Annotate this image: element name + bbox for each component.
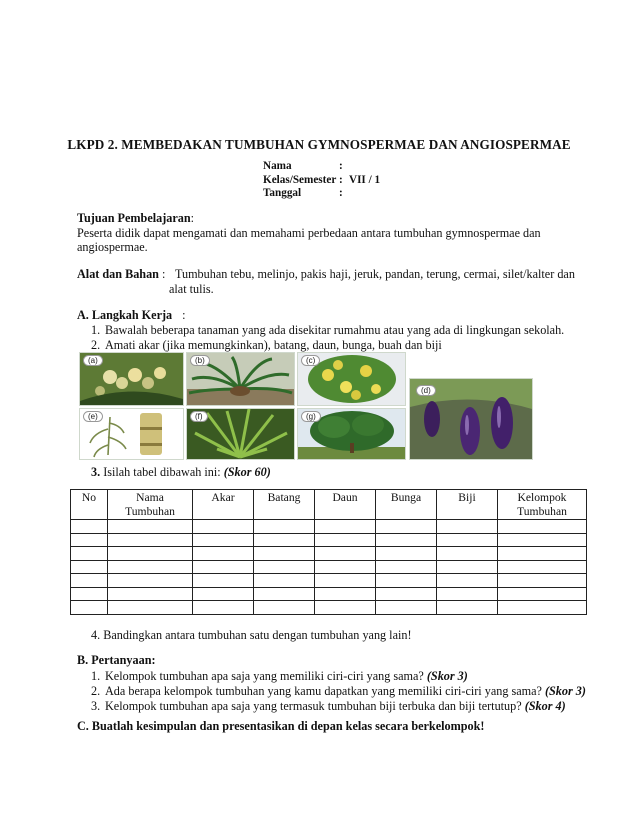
pandan-photo: [186, 408, 295, 460]
table-cell[interactable]: [315, 547, 376, 561]
identity-block: [263, 160, 380, 201]
table-header-daun: Daun: [315, 490, 376, 520]
table-cell[interactable]: [376, 547, 437, 561]
table-header-batang: Batang: [254, 490, 315, 520]
table-cell[interactable]: [376, 574, 437, 588]
list-item: 1. Kelompok tumbuhan apa saja yang memiliki ciri-ciri yang sama? (Skor 3): [91, 668, 468, 683]
tujuan-text-line1: Peserta didik dapat mengamati dan memahami perbedaan antara tumbuhan gymnospermae dan: [77, 225, 541, 240]
table-row: [71, 587, 587, 601]
table-cell[interactable]: [193, 547, 254, 561]
page-title: LKPD 2. MEMBEDAKAN TUMBUHAN GYMNOSPERMAE DAN ANGIOSPERMAE: [67, 137, 571, 152]
identity-label: Nama: [263, 160, 292, 172]
identity-row-nama: [263, 160, 380, 174]
table-cell[interactable]: [498, 601, 587, 615]
langkah-steps: [91, 323, 564, 353]
langkah-colon: :: [182, 308, 186, 322]
table-cell[interactable]: [71, 601, 108, 615]
table-cell[interactable]: [193, 587, 254, 601]
table-cell[interactable]: [376, 601, 437, 615]
table-cell[interactable]: [437, 533, 498, 547]
photo-label-f: (f): [190, 411, 208, 422]
table-cell[interactable]: [71, 560, 108, 574]
table-header-no: No: [71, 490, 108, 520]
tujuan-section: [77, 211, 541, 255]
table-cell[interactable]: [437, 520, 498, 534]
table-header-row: [71, 490, 587, 520]
photo-label-e: (e): [83, 411, 103, 422]
table-cell[interactable]: [498, 560, 587, 574]
table-cell[interactable]: [498, 547, 587, 561]
table-cell[interactable]: [498, 587, 587, 601]
photo-label-c: (c): [301, 355, 320, 366]
identity-row-kelas: [263, 174, 380, 188]
cermai-photo: [297, 408, 406, 460]
table-cell[interactable]: [254, 560, 315, 574]
photo-label-d: (d): [416, 385, 436, 396]
tebu-photo: [79, 408, 184, 460]
table-row: [71, 574, 587, 588]
table-cell[interactable]: [193, 574, 254, 588]
table-cell[interactable]: [437, 601, 498, 615]
table-cell[interactable]: [437, 560, 498, 574]
alat-section: [77, 267, 575, 297]
table-cell[interactable]: [498, 520, 587, 534]
table-cell[interactable]: [193, 601, 254, 615]
identity-colon: :: [339, 173, 343, 186]
table-cell[interactable]: [315, 533, 376, 547]
table-cell[interactable]: [71, 547, 108, 561]
table-cell[interactable]: [437, 547, 498, 561]
table-cell[interactable]: [254, 533, 315, 547]
identity-label: Tanggal: [263, 187, 302, 199]
table-row: [71, 520, 587, 534]
table-cell[interactable]: [376, 560, 437, 574]
table-cell[interactable]: [498, 574, 587, 588]
table-cell[interactable]: [254, 601, 315, 615]
table-cell[interactable]: [71, 520, 108, 534]
table-cell[interactable]: [376, 533, 437, 547]
table-cell[interactable]: [193, 533, 254, 547]
table-cell[interactable]: [254, 520, 315, 534]
table-header-bunga: Bunga: [376, 490, 437, 520]
table-header-nama: Nama Tumbuhan: [108, 490, 193, 520]
table-row: [71, 547, 587, 561]
jeruk-photo: [297, 352, 406, 406]
table-cell[interactable]: [108, 601, 193, 615]
table-cell[interactable]: [315, 560, 376, 574]
table-cell[interactable]: [71, 533, 108, 547]
alat-colon: :: [161, 267, 166, 281]
list-item: 1. Bawalah beberapa tanaman yang ada disekitar rumahmu atau yang ada di lingkungan sekolah.: [91, 323, 565, 337]
list-item: 3. Kelompok tumbuhan apa saja yang termasuk tumbuhan biji terbuka dan biji tertutup? (Skor 4): [91, 698, 566, 713]
table-cell[interactable]: [108, 560, 193, 574]
kesimpulan-line: C. Buatlah kesimpulan dan presentasikan di depan kelas secara berkelompok!: [77, 719, 485, 733]
table-cell[interactable]: [254, 547, 315, 561]
table-cell[interactable]: [108, 547, 193, 561]
step4-line: 4. Bandingkan antara tumbuhan satu dengan tumbuhan yang lain!: [91, 628, 412, 642]
alat-text-line1: Tumbuhan tebu, melinjo, pakis haji, jeruk, pandan, terung, cermai, silet/kalter dan: [174, 267, 575, 281]
pakis-haji-photo: [186, 352, 295, 406]
table-cell[interactable]: [108, 520, 193, 534]
photo-label-a: (a): [83, 355, 103, 366]
melinjo-photo: [79, 352, 184, 406]
step3-num: 3.: [91, 465, 101, 479]
table-cell[interactable]: [437, 574, 498, 588]
table-cell[interactable]: [193, 560, 254, 574]
identity-value: VII / 1: [349, 173, 381, 186]
table-cell[interactable]: [315, 587, 376, 601]
tujuan-colon: :: [190, 211, 195, 225]
table-cell[interactable]: [315, 520, 376, 534]
table-cell[interactable]: [498, 533, 587, 547]
table-cell[interactable]: [71, 587, 108, 601]
table-cell[interactable]: [437, 587, 498, 601]
pertanyaan-heading: B. Pertanyaan:: [77, 653, 156, 667]
table-row: [71, 533, 587, 547]
table-cell[interactable]: [376, 587, 437, 601]
terung-photo: [409, 378, 533, 460]
table-cell[interactable]: [315, 574, 376, 588]
identity-colon: :: [339, 160, 343, 172]
tujuan-heading: Tujuan Pembelajaran: [77, 211, 191, 225]
table-cell[interactable]: [254, 574, 315, 588]
observation-table: [70, 489, 587, 615]
alat-heading: Alat dan Bahan: [77, 267, 159, 281]
table-cell[interactable]: [108, 574, 193, 588]
langkah-heading: A. Langkah Kerja: [77, 308, 173, 322]
step3-line: [91, 465, 271, 480]
alat-text-line2: alat tulis.: [169, 282, 214, 296]
table-row: [71, 601, 587, 615]
step3-text: Isilah tabel dibawah ini:: [103, 465, 221, 479]
table-body: [71, 520, 587, 615]
table-header-akar: Akar: [193, 490, 254, 520]
identity-row-tanggal: [263, 187, 380, 201]
table-cell[interactable]: [108, 587, 193, 601]
pertanyaan-list: [91, 669, 586, 714]
table-header-biji: Biji: [437, 490, 498, 520]
tujuan-text-line2: angiospermae.: [77, 240, 148, 254]
table-cell[interactable]: [315, 601, 376, 615]
photo-label-g: (g): [301, 411, 321, 422]
list-item: 2. Ada berapa kelompok tumbuhan yang kamu dapatkan yang memiliki ciri-ciri yang sama? (Skor 3): [91, 683, 586, 698]
step3-score: (Skor 60): [223, 465, 271, 479]
langkah-section: [77, 308, 564, 353]
table-cell[interactable]: [108, 533, 193, 547]
identity-label: Kelas/Semester: [263, 173, 337, 186]
identity-colon: :: [339, 187, 343, 199]
list-item: 2. Amati akar (jika memungkinkan), batang, daun, bunga, buah dan biji: [91, 338, 442, 352]
table-cell[interactable]: [254, 587, 315, 601]
pertanyaan-section: [77, 653, 586, 714]
table-row: [71, 560, 587, 574]
table-cell[interactable]: [376, 520, 437, 534]
table-cell[interactable]: [193, 520, 254, 534]
table-cell[interactable]: [71, 574, 108, 588]
table-header-kelompok: Kelompok Tumbuhan: [498, 490, 587, 520]
photo-label-b: (b): [190, 355, 210, 366]
